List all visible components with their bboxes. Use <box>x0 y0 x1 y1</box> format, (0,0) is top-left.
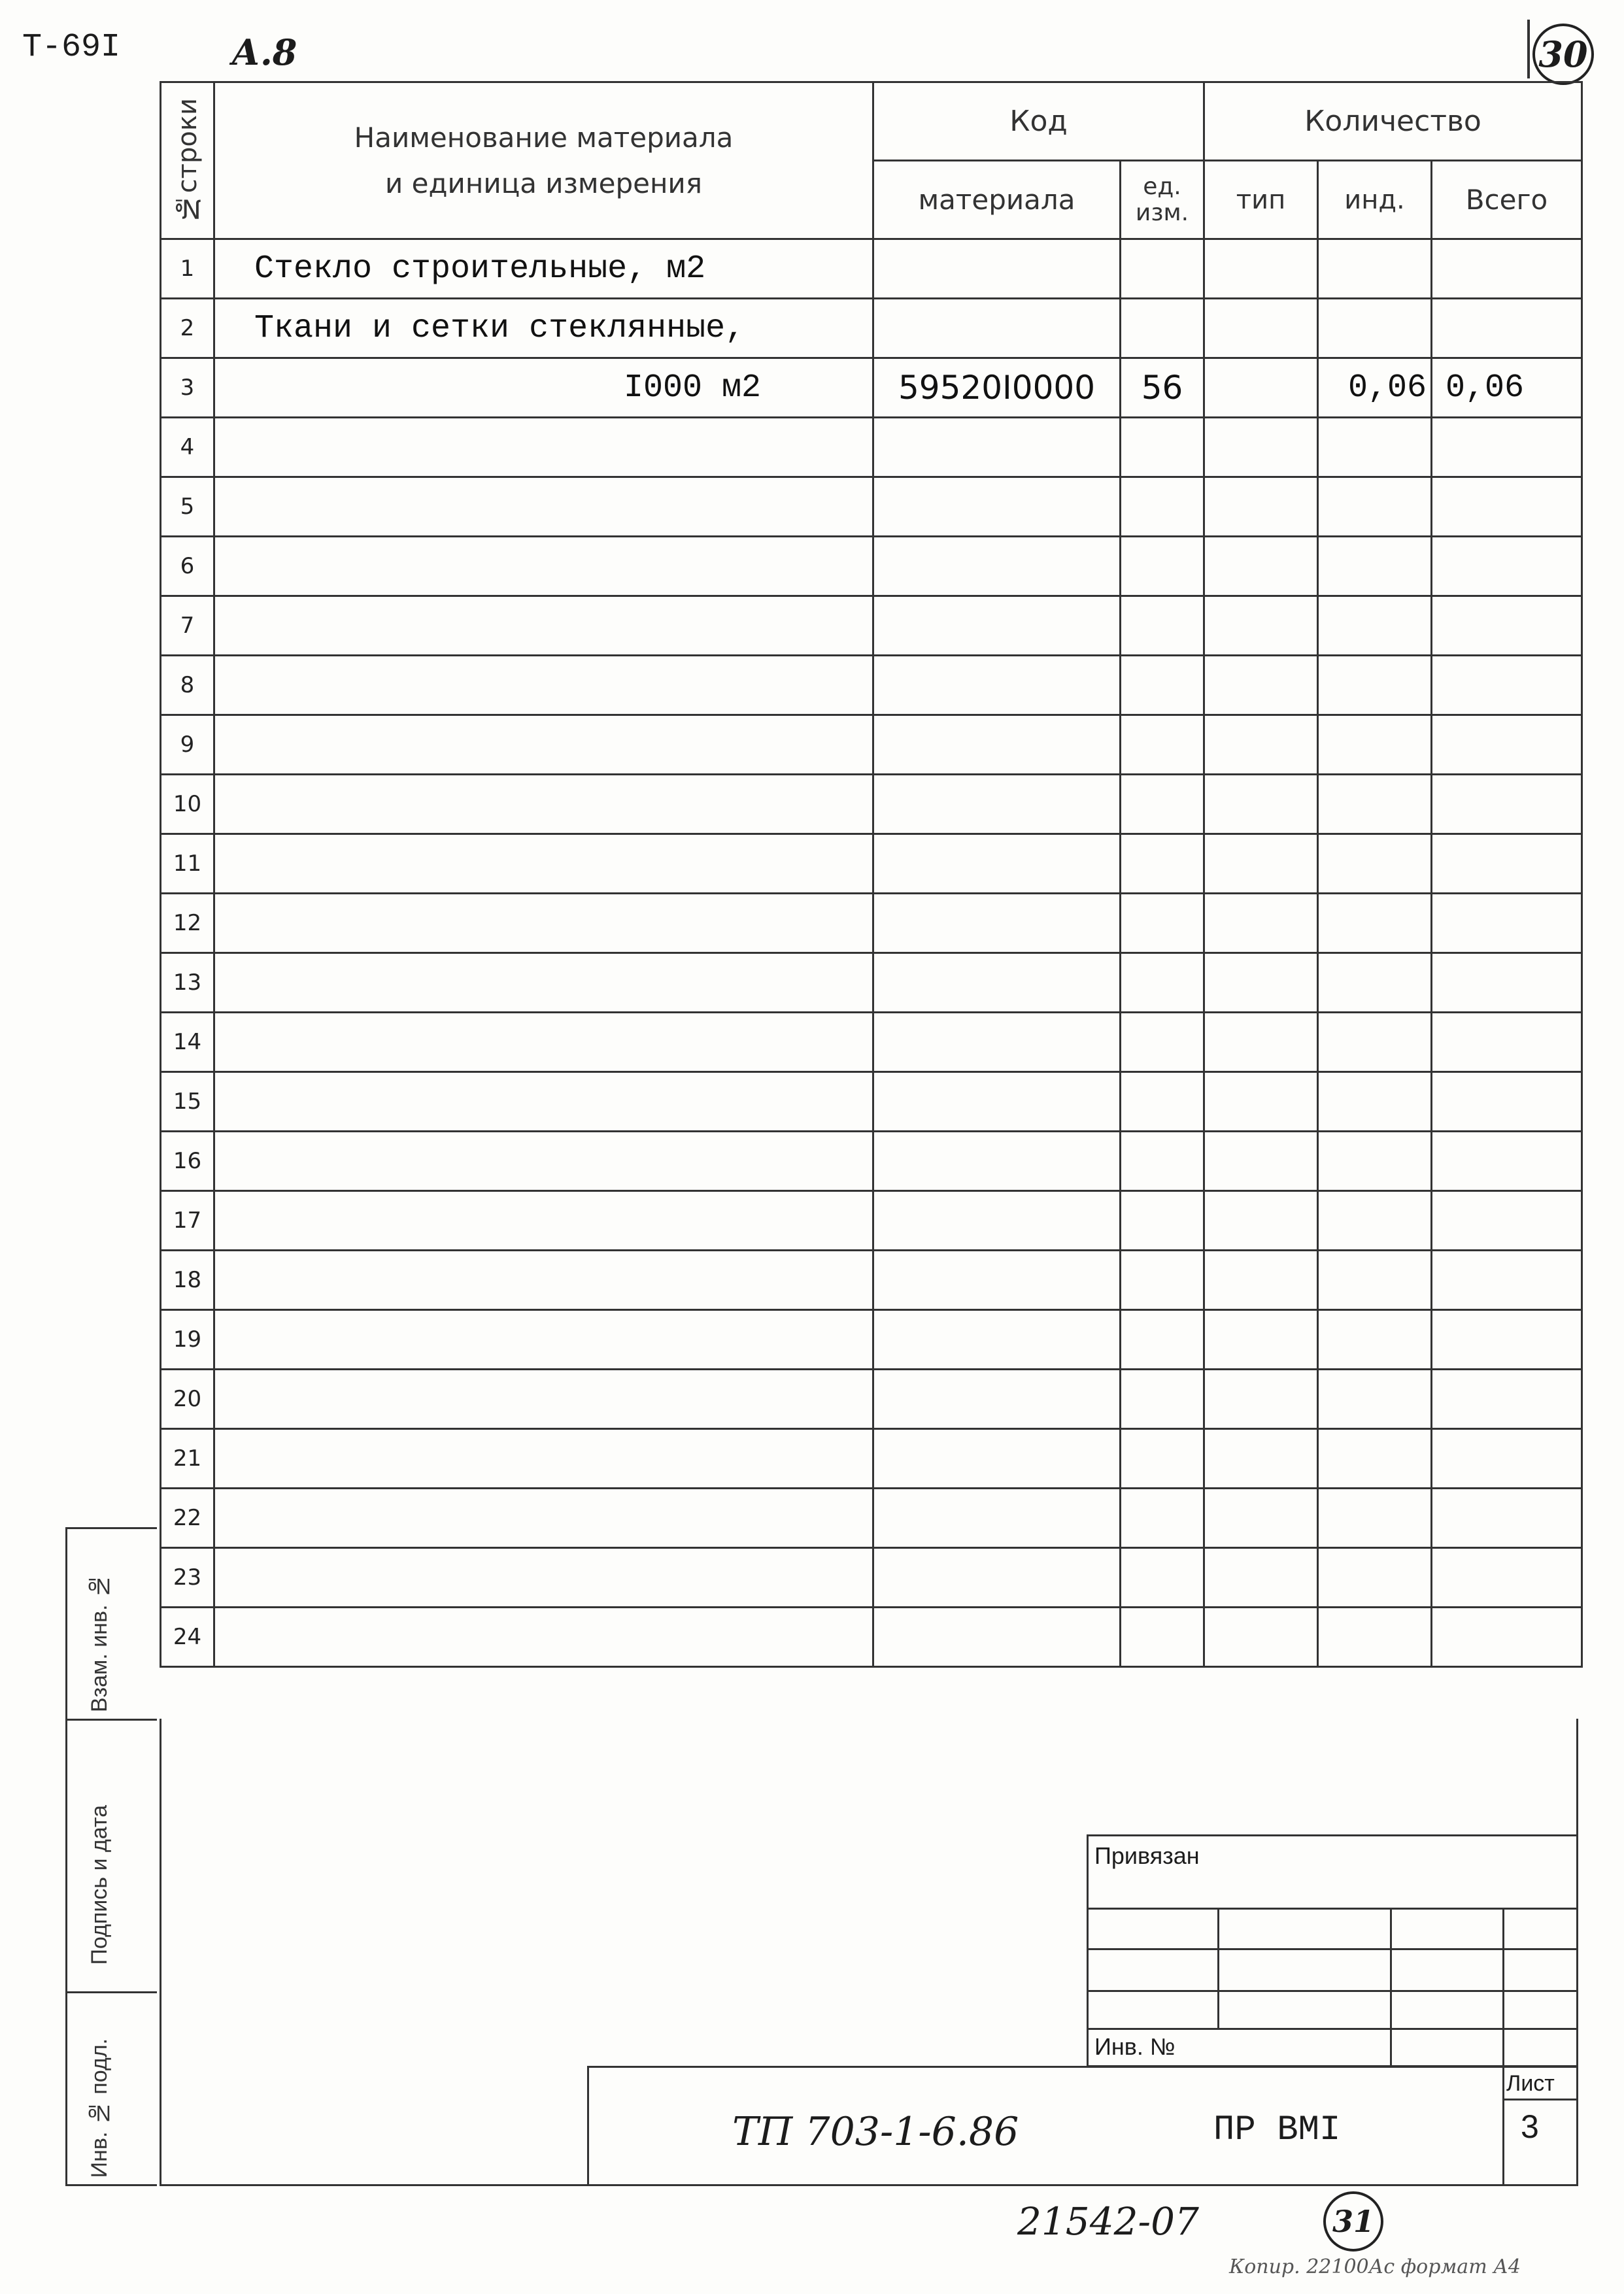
name-cell <box>214 1251 873 1310</box>
name-cell: Ткани и сетки стеклянные, <box>214 299 873 358</box>
stamp-hline-2 <box>1087 1948 1578 1950</box>
table-row <box>161 299 1582 358</box>
table-row <box>161 1072 1582 1132</box>
name-header-line1: Наименование материала <box>354 121 734 154</box>
type-cell <box>1204 1191 1318 1251</box>
sheet-circle <box>1532 24 1594 85</box>
side-sign-date-label: Подпись и дата <box>87 1805 112 1965</box>
total-cell <box>1432 596 1582 656</box>
total-cell: 0,06 <box>1432 358 1582 418</box>
stamp-vline-1 <box>1217 1908 1219 2029</box>
type-cell <box>1204 953 1318 1013</box>
type-cell <box>1204 418 1318 477</box>
row-number-cell: 12 <box>161 894 214 953</box>
unit-cell <box>1121 1191 1204 1251</box>
total-cell <box>1432 418 1582 477</box>
unit-cell <box>1121 834 1204 894</box>
unit-cell <box>1121 1429 1204 1489</box>
ind-cell <box>1318 477 1432 537</box>
total-cell <box>1432 1013 1582 1072</box>
total-cell <box>1432 1608 1582 1667</box>
name-cell <box>214 656 873 715</box>
table-row <box>161 1429 1582 1489</box>
row-number-cell: 18 <box>161 1251 214 1310</box>
code-header: Код <box>873 82 1204 161</box>
ind-cell <box>1318 1132 1432 1191</box>
total-cell <box>1432 299 1582 358</box>
title-block-divider <box>1502 2066 1504 2186</box>
code-cell: 59520I0000 <box>873 358 1121 418</box>
type-cell <box>1204 1608 1318 1667</box>
table-row <box>161 596 1582 656</box>
type-cell <box>1204 1013 1318 1072</box>
row-number-cell: 4 <box>161 418 214 477</box>
unit-header-line2: изм. <box>1135 199 1189 226</box>
type-header: тип <box>1204 161 1318 239</box>
row-number-cell: 23 <box>161 1548 214 1608</box>
name-cell <box>214 418 873 477</box>
row-number-cell: 10 <box>161 775 214 834</box>
name-cell <box>214 715 873 775</box>
code-cell <box>873 1548 1121 1608</box>
code-cell <box>873 1191 1121 1251</box>
total-cell <box>1432 1310 1582 1370</box>
row-number-cell: 7 <box>161 596 214 656</box>
stamp-hline-1 <box>1087 1908 1578 1910</box>
ind-cell: 0,06 <box>1318 358 1432 418</box>
row-number-cell: 5 <box>161 477 214 537</box>
table-row <box>161 894 1582 953</box>
total-cell <box>1432 1072 1582 1132</box>
total-cell <box>1432 715 1582 775</box>
row-number-cell: 21 <box>161 1429 214 1489</box>
inv-no-label: Инв. № <box>1094 2033 1176 2060</box>
unit-cell <box>1121 1013 1204 1072</box>
name-cell <box>214 596 873 656</box>
ind-cell <box>1318 537 1432 596</box>
name-cell: Стекло строительные, м2 <box>214 239 873 299</box>
ind-header: инд. <box>1318 161 1432 239</box>
project-code: ТП 703-1-6.86 <box>732 2109 1019 2155</box>
ind-cell <box>1318 1072 1432 1132</box>
table-row <box>161 239 1582 299</box>
name-cell <box>214 834 873 894</box>
table-row <box>161 715 1582 775</box>
code-cell <box>873 894 1121 953</box>
row-number-cell: 9 <box>161 715 214 775</box>
ind-cell <box>1318 1370 1432 1429</box>
row-no-header <box>161 82 214 239</box>
unit-cell <box>1121 1310 1204 1370</box>
corner-code: Т-69I <box>22 29 121 66</box>
bound-label: Привязан <box>1094 1842 1200 1869</box>
unit-cell <box>1121 715 1204 775</box>
name-cell <box>214 1608 873 1667</box>
table-row <box>161 1132 1582 1191</box>
table-row <box>161 1608 1582 1667</box>
total-cell <box>1432 1191 1582 1251</box>
ind-cell <box>1318 1251 1432 1310</box>
type-cell <box>1204 299 1318 358</box>
table-row <box>161 477 1582 537</box>
materials-table <box>160 81 1583 1668</box>
type-cell <box>1204 834 1318 894</box>
table-row <box>161 834 1582 894</box>
row-number-cell: 22 <box>161 1489 214 1548</box>
side-replace-inv-label: Взам. инв. № <box>87 1573 112 1712</box>
row-number-cell: 3 <box>161 358 214 418</box>
total-header: Всего <box>1432 161 1582 239</box>
unit-cell <box>1121 1489 1204 1548</box>
code-cell <box>873 775 1121 834</box>
row-number-cell: 13 <box>161 953 214 1013</box>
unit-cell <box>1121 418 1204 477</box>
type-cell <box>1204 239 1318 299</box>
name-header <box>214 82 873 239</box>
table-row <box>161 656 1582 715</box>
code-cell <box>873 1132 1121 1191</box>
name-cell <box>214 953 873 1013</box>
ind-cell <box>1318 715 1432 775</box>
name-cell: I000 м2 <box>214 358 873 418</box>
total-cell <box>1432 1370 1582 1429</box>
ind-cell <box>1318 1310 1432 1370</box>
table-row <box>161 1310 1582 1370</box>
type-cell <box>1204 1548 1318 1608</box>
side-inv-orig-label: Инв. № подл. <box>87 2038 112 2178</box>
name-cell <box>214 1429 873 1489</box>
ind-cell <box>1318 775 1432 834</box>
row-number-cell: 11 <box>161 834 214 894</box>
stamp-hline-3 <box>1087 1990 1578 1992</box>
name-cell <box>214 894 873 953</box>
footer-circle <box>1323 2191 1383 2252</box>
type-cell <box>1204 775 1318 834</box>
ind-cell <box>1318 596 1432 656</box>
unit-cell <box>1121 775 1204 834</box>
ind-cell <box>1318 834 1432 894</box>
sheet-circle-number: 30 <box>1538 33 1588 75</box>
name-cell <box>214 1013 873 1072</box>
type-cell <box>1204 1251 1318 1310</box>
table-row <box>161 953 1582 1013</box>
total-cell <box>1432 1132 1582 1191</box>
unit-cell <box>1121 596 1204 656</box>
table-row <box>161 1013 1582 1072</box>
total-cell <box>1432 239 1582 299</box>
sheet-label: Лист <box>1506 2071 1555 2096</box>
total-cell <box>1432 953 1582 1013</box>
row-number-cell: 14 <box>161 1013 214 1072</box>
ind-cell <box>1318 1608 1432 1667</box>
side-inv-orig <box>65 1991 157 2186</box>
row-number-cell: 20 <box>161 1370 214 1429</box>
name-cell <box>214 1548 873 1608</box>
row-number-cell: 16 <box>161 1132 214 1191</box>
type-cell <box>1204 894 1318 953</box>
ind-cell <box>1318 418 1432 477</box>
table-row <box>161 1370 1582 1429</box>
type-cell <box>1204 1489 1318 1548</box>
ind-cell <box>1318 239 1432 299</box>
unit-cell <box>1121 656 1204 715</box>
total-cell <box>1432 477 1582 537</box>
row-number-cell: 19 <box>161 1310 214 1370</box>
type-cell <box>1204 1429 1318 1489</box>
code-cell <box>873 656 1121 715</box>
total-cell <box>1432 1548 1582 1608</box>
table-row <box>161 1191 1582 1251</box>
total-cell <box>1432 1489 1582 1548</box>
table-row <box>161 775 1582 834</box>
unit-cell <box>1121 1132 1204 1191</box>
name-cell <box>214 1310 873 1370</box>
material-header: материала <box>873 161 1121 239</box>
name-cell <box>214 1072 873 1132</box>
unit-cell <box>1121 1072 1204 1132</box>
doc-code: ПР ВМI <box>1213 2110 1341 2150</box>
code-cell <box>873 537 1121 596</box>
row-number-cell: 2 <box>161 299 214 358</box>
total-cell <box>1432 894 1582 953</box>
unit-cell <box>1121 537 1204 596</box>
unit-cell <box>1121 1370 1204 1429</box>
stamp-vline-3 <box>1502 1908 1504 2067</box>
name-cell <box>214 537 873 596</box>
type-cell <box>1204 1072 1318 1132</box>
code-cell <box>873 1072 1121 1132</box>
table-row <box>161 1251 1582 1310</box>
row-no-label: №строки <box>172 97 203 224</box>
unit-cell <box>1121 953 1204 1013</box>
unit-cell <box>1121 1251 1204 1310</box>
ind-cell <box>1318 656 1432 715</box>
unit-cell: 56 <box>1121 358 1204 418</box>
code-cell <box>873 953 1121 1013</box>
name-cell <box>214 1370 873 1429</box>
row-number-cell: 24 <box>161 1608 214 1667</box>
ind-cell <box>1318 1013 1432 1072</box>
side-sign-date <box>65 1719 157 1993</box>
ind-cell <box>1318 299 1432 358</box>
type-cell <box>1204 358 1318 418</box>
unit-header-line1: ед. <box>1143 173 1181 200</box>
unit-cell <box>1121 299 1204 358</box>
code-cell <box>873 1608 1121 1667</box>
name-cell <box>214 1489 873 1548</box>
code-cell <box>873 1429 1121 1489</box>
type-cell <box>1204 537 1318 596</box>
code-cell <box>873 1310 1121 1370</box>
code-cell <box>873 1370 1121 1429</box>
unit-cell <box>1121 239 1204 299</box>
unit-cell <box>1121 477 1204 537</box>
code-cell <box>873 1013 1121 1072</box>
total-cell <box>1432 834 1582 894</box>
ind-cell <box>1318 953 1432 1013</box>
code-cell <box>873 477 1121 537</box>
sheet-hline <box>1502 2099 1578 2100</box>
quantity-header: Количество <box>1204 82 1582 161</box>
total-cell <box>1432 537 1582 596</box>
code-cell <box>873 239 1121 299</box>
footer-circle-number: 31 <box>1332 2204 1374 2239</box>
side-replace-inv <box>65 1527 157 1721</box>
table-row <box>161 1548 1582 1608</box>
row-number-cell: 6 <box>161 537 214 596</box>
name-header-line2: и единица измерения <box>385 167 702 199</box>
top-right-tick <box>1527 20 1530 78</box>
total-cell <box>1432 775 1582 834</box>
type-cell <box>1204 1370 1318 1429</box>
form-ref: А.8 <box>231 31 297 73</box>
type-cell <box>1204 1310 1318 1370</box>
total-cell <box>1432 656 1582 715</box>
row-number-cell: 8 <box>161 656 214 715</box>
code-cell <box>873 1489 1121 1548</box>
copy-note: Копир. 22100Ас формат А4 <box>1229 2255 1521 2278</box>
unit-cell <box>1121 1608 1204 1667</box>
type-cell <box>1204 596 1318 656</box>
type-cell <box>1204 1132 1318 1191</box>
ind-cell <box>1318 1191 1432 1251</box>
code-cell <box>873 596 1121 656</box>
table-row <box>161 418 1582 477</box>
type-cell <box>1204 715 1318 775</box>
total-cell <box>1432 1429 1582 1489</box>
row-number-cell: 15 <box>161 1072 214 1132</box>
name-cell <box>214 1191 873 1251</box>
stamp-hline-4 <box>1087 2028 1578 2030</box>
code-cell <box>873 1251 1121 1310</box>
code-cell <box>873 418 1121 477</box>
table-row <box>161 537 1582 596</box>
type-cell <box>1204 477 1318 537</box>
ind-cell <box>1318 1548 1432 1608</box>
unit-cell <box>1121 1548 1204 1608</box>
row-number-cell: 1 <box>161 239 214 299</box>
code-cell <box>873 834 1121 894</box>
stamp-vline-2 <box>1390 1908 1392 2067</box>
ind-cell <box>1318 1429 1432 1489</box>
name-cell <box>214 775 873 834</box>
table-row <box>161 358 1582 418</box>
table-row <box>161 1489 1582 1548</box>
name-cell <box>214 1132 873 1191</box>
unit-cell <box>1121 894 1204 953</box>
total-cell <box>1432 1251 1582 1310</box>
ind-cell <box>1318 894 1432 953</box>
sheet-number: 3 <box>1521 2108 1539 2145</box>
ind-cell <box>1318 1489 1432 1548</box>
code-cell <box>873 299 1121 358</box>
unit-header <box>1121 161 1204 239</box>
type-cell <box>1204 656 1318 715</box>
row-number-cell: 17 <box>161 1191 214 1251</box>
name-cell <box>214 477 873 537</box>
code-cell <box>873 715 1121 775</box>
order-number: 21542-07 <box>1017 2199 1199 2244</box>
